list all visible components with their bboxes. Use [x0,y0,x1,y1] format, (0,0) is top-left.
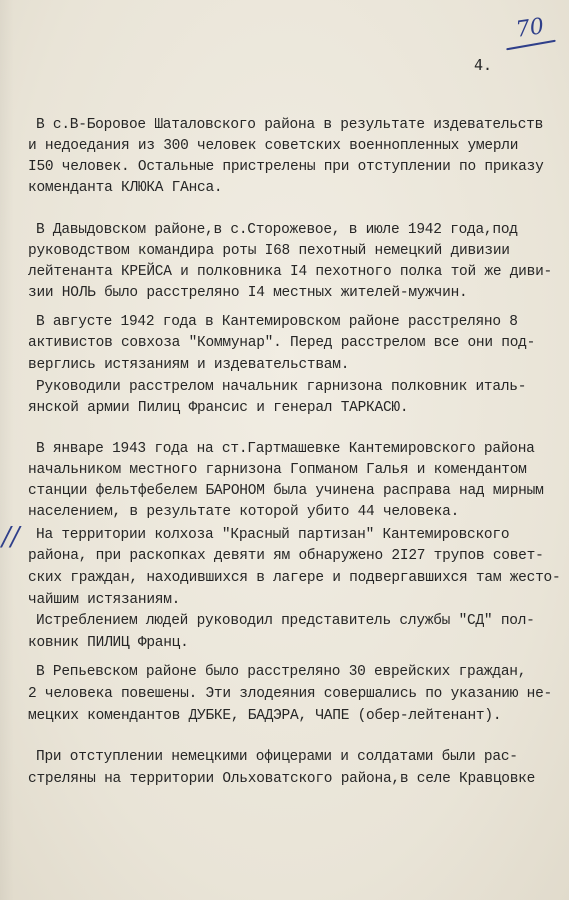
text-line: мецких комендантов ДУБКЕ, БАДЭРА, ЧАПЕ (обер-лейтенант). [28,708,502,724]
text-line: района, при раскопках девяти ям обнаружено 2I27 трупов совет- [28,548,544,564]
archive-number-underline [506,40,556,51]
margin-mark: // [2,522,20,552]
text-line: При отступлении немецкими офицерами и солдатами были рас- [36,749,518,765]
archive-page-number: 70 [514,14,546,43]
text-line: янской армии Пилиц Франсис и генерал ТАРКАСЮ. [28,400,409,416]
text-line: активистов совхоза "Коммунар". Перед расстрелом все они под- [28,335,536,351]
text-line: лейтенанта КРЕЙСА и полковника I4 пехотного полка той же диви- [28,264,552,280]
text-line: Истреблением людей руководил представитель службы "СД" пол- [36,613,535,629]
text-line: начальником местного гарнизона Гопманом Галья и комендантом [28,462,527,478]
text-line: ских граждан, находившихся в лагере и подвергавшихся там жесто- [28,570,561,586]
page-number: 4. [474,56,493,74]
text-line: населением, в результате которой убито 44 человека. [28,504,460,520]
text-line: чайшим истязаниям. [28,592,181,608]
text-line: В Репьевском районе было расстреляно 30 еврейских граждан, [36,664,527,680]
text-line: верглись истязаниям и издевательствам. [28,357,350,373]
text-line: руководством командира роты I68 пехотный немецкий дивизии [28,243,510,259]
text-line: станции фельтфебелем БАРОНОМ была учинена расправа над мирным [28,483,544,499]
text-line: В Давыдовском районе,в с.Сторожевое, в июле 1942 года,под [36,222,518,238]
text-line: В январе 1943 года на ст.Гартмашевке Кантемировского района [36,441,535,457]
text-line: В августе 1942 года в Кантемировском районе расстреляно 8 [36,314,518,330]
text-line: и недоедания из 300 человек советских военнопленных умерли [28,138,519,154]
text-line: В с.В-Боровое Шаталовского района в результате издевательств [36,117,544,133]
text-line: зии НОЛЬ было расстреляно I4 местных жителей-мужчин. [28,285,468,301]
text-line: I50 человек. Остальные пристрелены при отступлении по приказу [28,159,544,175]
text-line: коменданта КЛЮКА ГАнса. [28,180,223,196]
text-line: ковник ПИЛИЦ Франц. [28,635,189,651]
text-line: стреляны на территории Ольховатского района,в селе Кравцовке [28,771,536,787]
text-line: Руководили расстрелом начальник гарнизона полковник италь- [36,379,527,395]
text-line: 2 человека повешены. Эти злодеяния совершались по указанию не- [28,686,552,702]
text-line: На территории колхоза "Красный партизан" Кантемировского [36,527,510,543]
